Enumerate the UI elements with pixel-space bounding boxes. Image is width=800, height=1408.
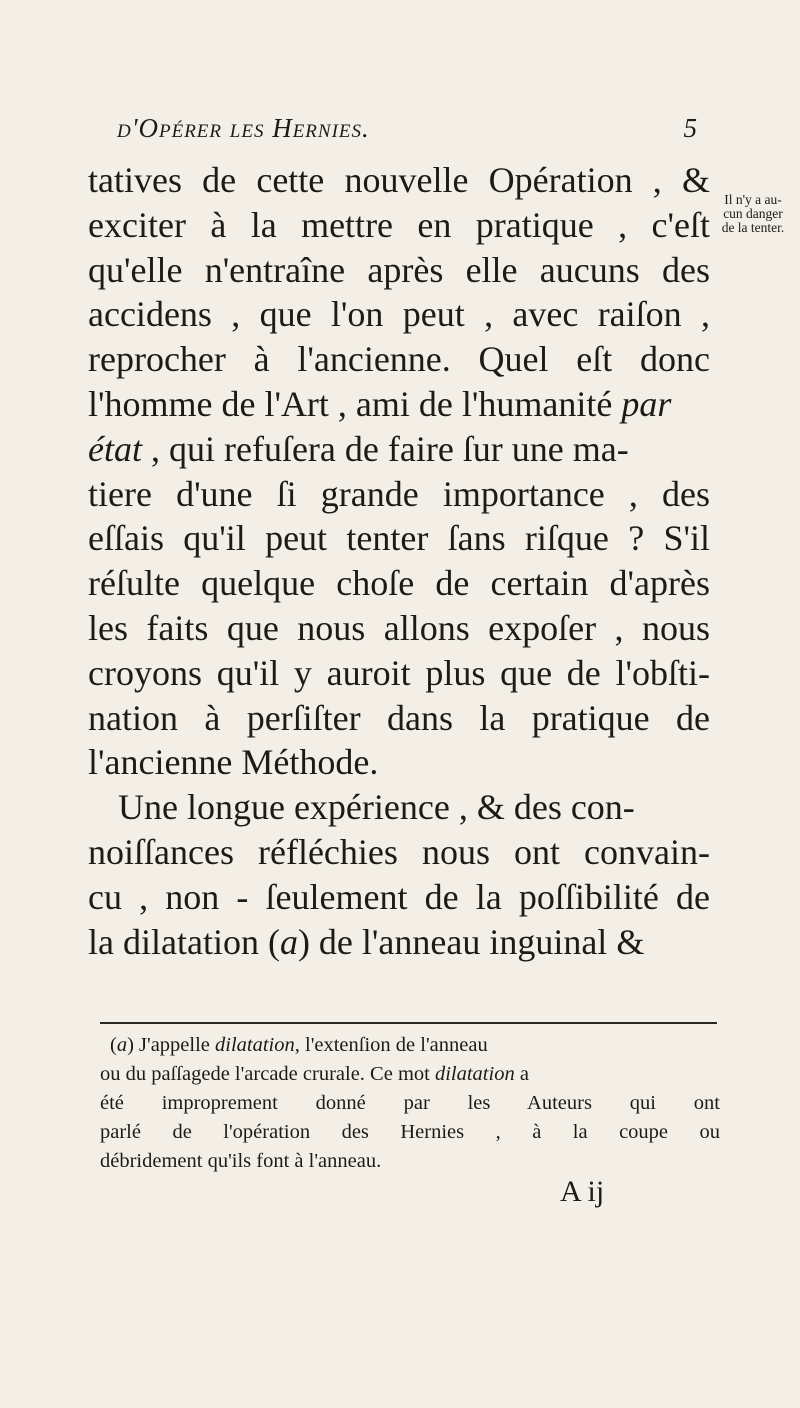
italic-text: par <box>621 383 672 424</box>
text-line <box>88 920 748 965</box>
margin-note-line: cun danger <box>723 206 783 221</box>
main-text <box>88 158 748 964</box>
text-span: ( <box>110 1034 117 1056</box>
text-span: ou du paſſagede l'arcade crurale. Ce mot <box>100 1063 430 1085</box>
footnote-line: parlé de l'opération des Hernies , à la coupe ou <box>100 1121 720 1143</box>
page-number: 5 <box>683 113 697 143</box>
margin-note-line: Il n'y a au- <box>724 192 782 207</box>
text-line: exciter à la mettre en pratique , c'eſt <box>88 204 710 245</box>
footnote-line <box>100 1031 720 1060</box>
text-line: croyons qu'il y auroit plus que de l'obſti- <box>88 652 710 693</box>
text-line: tiere d'une ſi grande importance , des <box>88 473 710 514</box>
running-head <box>117 113 697 153</box>
text-line: réſulte quelque choſe de certain d'après <box>88 563 710 604</box>
text-line: Une longue expérience , & des con- <box>118 787 635 828</box>
text-line: qu'elle n'entraîne après elle aucuns des <box>88 249 710 290</box>
text-line: l'ancienne Méthode. <box>88 742 379 783</box>
text-line: reprocher à l'ancienne. Quel eſt donc <box>88 339 710 380</box>
margin-note-line: de la tenter. <box>721 220 785 235</box>
footnote-line <box>100 1060 720 1089</box>
text-line: nation à perſiſter dans la pratique de <box>88 697 710 738</box>
text-line: tatives de cette nouvelle Opération , & <box>88 160 710 200</box>
text-line: cu , non - ſeulement de la poſſibilité de <box>88 876 710 917</box>
text-span: la dilatation ( <box>88 921 280 962</box>
text-span: ) J'appelle <box>127 1034 210 1056</box>
italic-term: dilatation <box>215 1034 295 1056</box>
footnote-mark: a <box>116 1034 128 1056</box>
text-span: , qui refuſera de faire ſur une ma- <box>150 428 629 469</box>
text-line <box>88 382 748 427</box>
italic-text: état <box>88 428 142 469</box>
footnote-rule <box>100 1022 717 1024</box>
text-line: accidens , que l'on peut , avec raiſon , <box>88 294 710 335</box>
italic-term: dilatation <box>434 1063 515 1085</box>
text-line: eſſais qu'il peut tenter ſans riſque ? S'il <box>88 518 710 559</box>
running-head-title: d'Opérer les Hernies. <box>117 113 370 143</box>
text-span: , l'extenſion de l'anneau <box>294 1034 488 1056</box>
text-span: l'homme de l'Art , ami de l'humanité <box>88 383 613 424</box>
text-line: les faits que nous allons expoſer , nous <box>88 607 710 648</box>
footnote <box>100 1031 720 1176</box>
margin-note <box>707 193 799 235</box>
footnote-line: été improprement donné par les Auteurs qui ont <box>100 1092 720 1114</box>
text-span: ) de l'anneau inguinal & <box>297 921 645 962</box>
footnote-marker: a <box>279 921 298 962</box>
text-line: noiſſances réfléchies nous ont convain- <box>88 831 710 872</box>
text-line <box>88 427 748 472</box>
footnote-line: débridement qu'ils font à l'anneau. <box>100 1150 382 1172</box>
text-span: a <box>519 1063 529 1085</box>
signature-mark: A ij <box>560 1175 605 1208</box>
